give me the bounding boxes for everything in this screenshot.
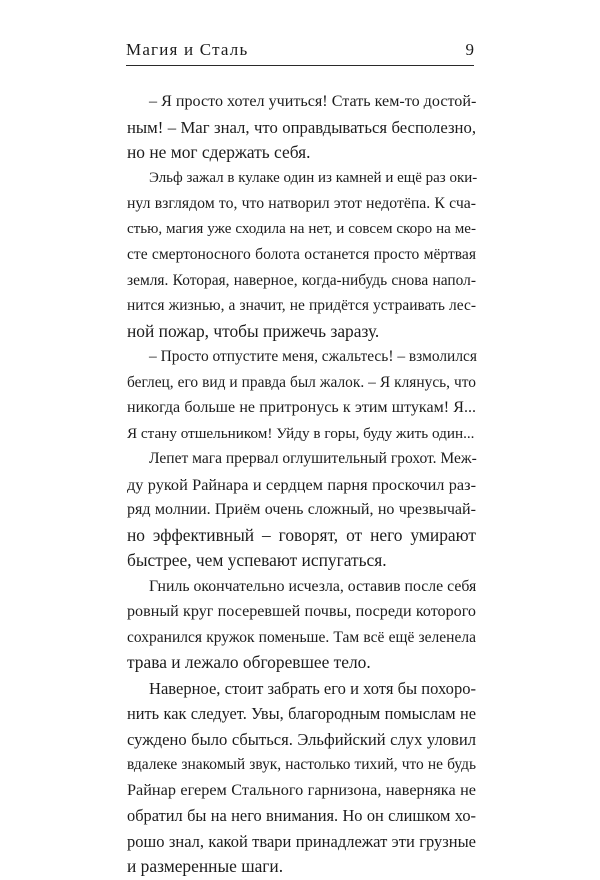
page-number: 9 bbox=[465, 40, 474, 59]
text-line: Райнар егерем Стального гарнизона, наверняка не bbox=[127, 780, 476, 799]
text-line: но эффективный – говорят, от него умирают bbox=[127, 524, 476, 545]
header-rule bbox=[126, 65, 474, 66]
text-line: сте смертоносного болота останется просто мёртвая bbox=[127, 246, 476, 263]
text-line: никогда больше не притронусь к этим штукам! Я... bbox=[127, 399, 476, 416]
text-line: Наверное, стоит забрать его и хотя бы похоро- bbox=[149, 678, 476, 698]
text-line: нул взглядом то, что натворил этот недотёпа. К сча- bbox=[127, 195, 476, 212]
paragraph bbox=[127, 166, 476, 345]
text-line: вдалеке знакомый звук, настолько тихий, что не будь bbox=[127, 756, 476, 773]
text-line: Эльф зажал в кулаке один из камней и ещё раз оки- bbox=[149, 169, 478, 186]
text-line: ряд молнии. Приём очень сложный, но чрезвычай- bbox=[127, 501, 476, 518]
text-line: стью, магия уже сходила на нет, и совсем скоро на ме- bbox=[127, 220, 476, 237]
text-line: трава и лежало обгоревшее тело. bbox=[127, 652, 371, 672]
text-line: беглец, его вид и правда был жалок. – Я клянусь, что bbox=[127, 373, 476, 391]
text-line: ной пожар, чтобы прижечь заразу. bbox=[127, 320, 380, 341]
body-text bbox=[127, 89, 476, 880]
paragraph bbox=[127, 676, 476, 880]
text-line: – Я просто хотел учиться! Стать кем-то достой- bbox=[149, 93, 477, 110]
text-line: нить как следует. Увы, благородным помыслам не bbox=[127, 704, 476, 723]
book-title: Магия и Сталь bbox=[126, 40, 249, 59]
text-line: ным! – Маг знал, что оправдываться бесполезно, bbox=[127, 117, 476, 137]
text-line: ровный круг посеревшей почвы, посреди которого bbox=[127, 603, 476, 620]
text-line: суждено было сбыться. Эльфийский слух уловил bbox=[127, 729, 476, 749]
text-line: Я стану отшельником! Уйду в горы, буду жить один... bbox=[127, 424, 475, 442]
text-line: рошо знал, какой твари принадлежат эти грузные bbox=[127, 831, 476, 851]
text-line: земля. Которая, наверное, когда-нибудь снова напол- bbox=[127, 271, 476, 289]
text-line: ду рукой Райнара и сердцем парня проскочил раз- bbox=[127, 474, 476, 494]
paragraph bbox=[127, 574, 476, 676]
text-line: и размеренные шаги. bbox=[127, 856, 284, 876]
text-line: сохранился кружок поменьше. Там всё ещё зеленела bbox=[127, 628, 476, 646]
text-line: быстрее, чем успевают испугаться. bbox=[127, 550, 387, 570]
paragraph bbox=[127, 344, 476, 446]
text-line: Гниль окончательно исчезла, оставив после себя bbox=[149, 577, 477, 595]
text-line: нится жизнью, а значит, не придётся устраивать лес- bbox=[127, 297, 476, 314]
text-line: Лепет мага прервал оглушительный грохот. Меж- bbox=[149, 450, 477, 467]
running-head bbox=[126, 40, 474, 64]
paragraph bbox=[127, 89, 476, 166]
text-line: но не мог сдержать себя. bbox=[127, 142, 311, 162]
text-line: обратил бы на него внимания. Но он слишком хо- bbox=[127, 806, 476, 825]
paragraph bbox=[127, 446, 476, 574]
text-line: – Просто отпустите меня, сжальтесь! – взмолился bbox=[149, 348, 477, 365]
